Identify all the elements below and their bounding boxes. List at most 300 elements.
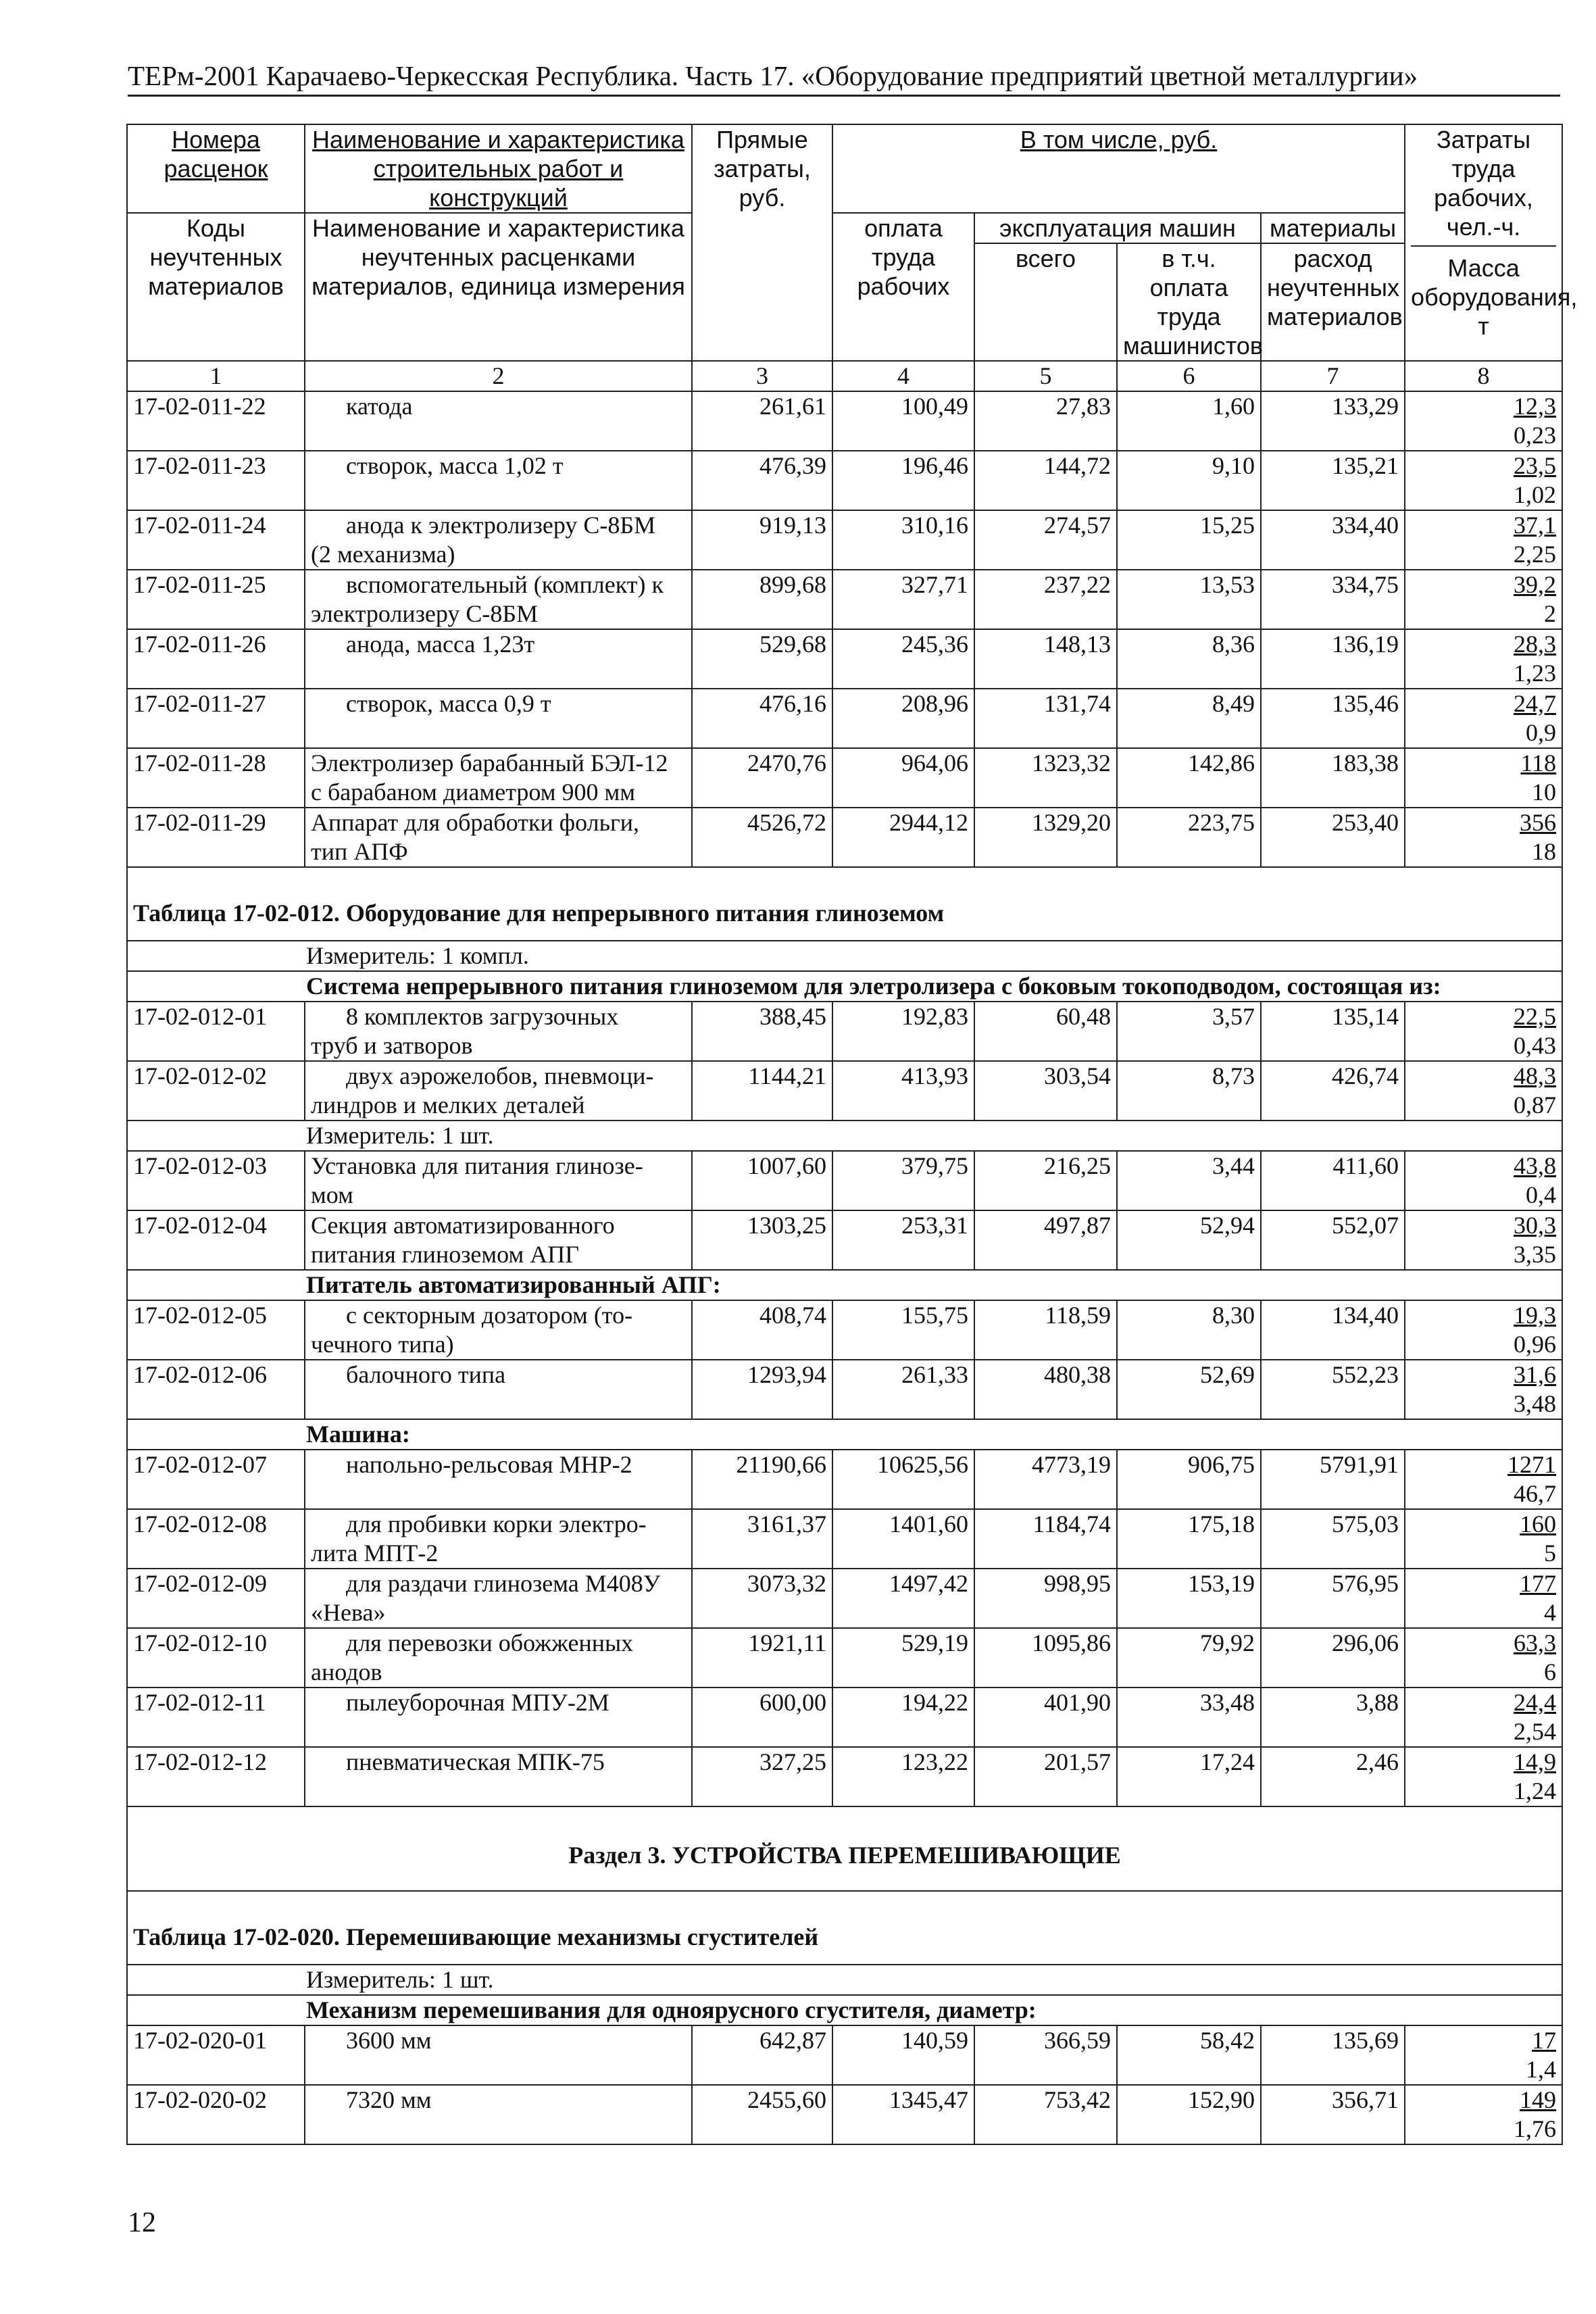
equipment-mass: 0,87: [1514, 1091, 1557, 1118]
machinists-pay: 8,49: [1117, 689, 1261, 748]
work-name-line: тип АПФ: [311, 838, 408, 865]
direct-costs: 4526,72: [692, 808, 832, 867]
work-name: [305, 451, 692, 510]
rate-code: 17-02-011-29: [127, 808, 305, 867]
direct-costs: 1007,60: [692, 1151, 832, 1210]
group-title: Питатель автоматизированный АПГ:: [127, 1270, 1562, 1300]
work-name-line: мом: [311, 1181, 353, 1208]
equipment-mass: 2,54: [1514, 1718, 1557, 1745]
workers-pay: 140,59: [832, 2025, 974, 2085]
workers-pay: 123,22: [832, 1747, 974, 1806]
table-row: [127, 808, 1562, 867]
workers-pay: 208,96: [832, 689, 974, 748]
table-row: [127, 1300, 1562, 1360]
labor-cost: 177: [1520, 1570, 1557, 1597]
workers-pay: 310,16: [832, 510, 974, 570]
meter-label: Измеритель: 1 шт.: [127, 1121, 1562, 1151]
materials-cost: 134,40: [1261, 1300, 1405, 1360]
machines-total: 131,74: [974, 689, 1117, 748]
rate-code: 17-02-012-08: [127, 1509, 305, 1569]
direct-costs: 2455,60: [692, 2085, 832, 2144]
table-row: [127, 1628, 1562, 1688]
header-machines-total: всего: [974, 243, 1117, 361]
materials-cost: 575,03: [1261, 1509, 1405, 1569]
meter-label-row: [127, 1965, 1562, 1995]
workers-pay: 413,93: [832, 1061, 974, 1121]
system-title: Система непрерывного питания глиноземом для элетролизера с боковым токоподводом, состоящая из:: [127, 971, 1562, 1002]
work-name-line: пневматическая МПК-75: [346, 1748, 605, 1775]
rate-code: 17-02-011-24: [127, 510, 305, 570]
labor-cost: 63,3: [1514, 1629, 1557, 1656]
direct-costs: 476,16: [692, 689, 832, 748]
rate-code: 17-02-011-25: [127, 570, 305, 629]
work-name: [305, 629, 692, 689]
rate-code: 17-02-011-28: [127, 748, 305, 808]
work-name: [305, 570, 692, 629]
workers-pay: 379,75: [832, 1151, 974, 1210]
equipment-mass: 1,24: [1514, 1777, 1557, 1804]
table-row: [127, 1360, 1562, 1419]
table-row: [127, 1210, 1562, 1270]
workers-pay: 964,06: [832, 748, 974, 808]
materials-cost: 135,14: [1261, 1002, 1405, 1061]
machinists-pay: 79,92: [1117, 1628, 1261, 1688]
labor-and-mass: [1405, 1569, 1562, 1628]
work-name: [305, 689, 692, 748]
workers-pay: 196,46: [832, 451, 974, 510]
machinists-pay: 15,25: [1117, 510, 1261, 570]
work-name: [305, 2085, 692, 2144]
equipment-mass: 5: [1544, 1540, 1557, 1567]
machinists-pay: 8,73: [1117, 1061, 1261, 1121]
direct-costs: 3161,37: [692, 1509, 832, 1569]
materials-cost: 356,71: [1261, 2085, 1405, 2144]
work-name-line: пылеуборочная МПУ-2М: [346, 1689, 609, 1716]
machinists-pay: 3,44: [1117, 1151, 1261, 1210]
header-labor: Затраты труда рабочих, чел.-ч.: [1411, 125, 1556, 247]
header-direct-costs: Прямые затраты, руб.: [692, 124, 832, 361]
materials-cost: 133,29: [1261, 391, 1405, 451]
machinists-pay: 58,42: [1117, 2025, 1261, 2085]
rate-code: 17-02-020-01: [127, 2025, 305, 2085]
machinists-pay: 9,10: [1117, 451, 1261, 510]
labor-and-mass: [1405, 1061, 1562, 1121]
workers-pay: 194,22: [832, 1688, 974, 1747]
workers-pay: 261,33: [832, 1360, 974, 1419]
direct-costs: 3073,32: [692, 1569, 832, 1628]
direct-costs: 21190,66: [692, 1450, 832, 1509]
header-name-works: Наименование и характеристика строительных работ и конструкций: [305, 124, 692, 213]
machinists-pay: 52,69: [1117, 1360, 1261, 1419]
materials-cost: 426,74: [1261, 1061, 1405, 1121]
work-name-line: лита МПТ-2: [311, 1540, 439, 1567]
machinists-pay: 8,36: [1117, 629, 1261, 689]
work-name-line: (2 механизма): [311, 541, 455, 568]
work-name-line: двух аэрожелобов, пневмоци-: [346, 1062, 654, 1089]
group-title: Механизм перемешивания для одноярусного сгустителя, диаметр:: [127, 1995, 1562, 2025]
machines-total: 216,25: [974, 1151, 1117, 1210]
workers-pay: 1401,60: [832, 1509, 974, 1569]
work-name: [305, 2025, 692, 2085]
machinists-pay: 52,94: [1117, 1210, 1261, 1270]
column-number: 8: [1405, 361, 1562, 391]
materials-cost: 576,95: [1261, 1569, 1405, 1628]
work-name: [305, 1360, 692, 1419]
rate-code: 17-02-012-10: [127, 1628, 305, 1688]
labor-cost: 43,8: [1514, 1152, 1557, 1179]
workers-pay: 10625,56: [832, 1450, 974, 1509]
work-name-line: «Нева»: [311, 1599, 386, 1626]
equipment-mass: 0,9: [1526, 719, 1557, 746]
direct-costs: 529,68: [692, 629, 832, 689]
rate-code: 17-02-012-11: [127, 1688, 305, 1747]
labor-and-mass: [1405, 1628, 1562, 1688]
materials-cost: 334,40: [1261, 510, 1405, 570]
header-materials: материалы: [1261, 213, 1405, 243]
materials-cost: 2,46: [1261, 1747, 1405, 1806]
direct-costs: 327,25: [692, 1747, 832, 1806]
rate-code: 17-02-012-01: [127, 1002, 305, 1061]
machines-total: 144,72: [974, 451, 1117, 510]
work-name-line: питания глиноземом АПГ: [311, 1241, 580, 1268]
labor-and-mass: [1405, 1360, 1562, 1419]
labor-cost: 160: [1520, 1510, 1557, 1537]
labor-cost: 39,2: [1514, 571, 1557, 598]
work-name: [305, 1300, 692, 1360]
machinists-pay: 223,75: [1117, 808, 1261, 867]
materials-cost: 5791,91: [1261, 1450, 1405, 1509]
rate-code: 17-02-012-05: [127, 1300, 305, 1360]
equipment-mass: 0,43: [1514, 1032, 1557, 1059]
header-name-materials: Наименование и характеристика неучтенных расценками материалов, единица измерения: [305, 213, 692, 361]
materials-cost: 334,75: [1261, 570, 1405, 629]
materials-cost: 3,88: [1261, 1688, 1405, 1747]
labor-cost: 356: [1520, 809, 1557, 836]
header-labor-mass: [1405, 124, 1578, 361]
work-name: [305, 391, 692, 451]
materials-cost: 552,23: [1261, 1360, 1405, 1419]
work-name: [305, 1747, 692, 1806]
work-name: [305, 1628, 692, 1688]
work-name-line: вспомогательный (комплект) к: [346, 571, 664, 598]
work-name-line: 3600 мм: [346, 2027, 432, 2054]
table-row: [127, 2085, 1562, 2144]
table-header-row-2: [127, 213, 1562, 243]
materials-cost: 135,21: [1261, 451, 1405, 510]
direct-costs: 600,00: [692, 1688, 832, 1747]
rate-code: 17-02-011-23: [127, 451, 305, 510]
machines-total: 237,22: [974, 570, 1117, 629]
machines-total: 998,95: [974, 1569, 1117, 1628]
workers-pay: 2944,12: [832, 808, 974, 867]
machines-total: 497,87: [974, 1210, 1117, 1270]
header-incl: В том числе, руб.: [832, 124, 1405, 213]
header-workers-pay: оплата труда рабочих: [832, 213, 974, 361]
labor-cost: 19,3: [1514, 1302, 1557, 1329]
header-rate-numbers: Номера расценок: [127, 124, 305, 213]
rate-code: 17-02-012-02: [127, 1061, 305, 1121]
labor-cost: 31,6: [1514, 1361, 1557, 1388]
page-header: ТЕРм-2001 Карачаево-Черкесская Республика. Часть 17. «Оборудование предприятий цветной металлургии»: [128, 59, 1560, 97]
labor-and-mass: [1405, 689, 1562, 748]
work-name-line: Электролизер барабанный БЭЛ-12: [311, 749, 668, 777]
direct-costs: 919,13: [692, 510, 832, 570]
machinists-pay: 1,60: [1117, 391, 1261, 451]
direct-costs: 1921,11: [692, 1628, 832, 1688]
workers-pay: 1497,42: [832, 1569, 974, 1628]
column-number: 6: [1117, 361, 1261, 391]
labor-cost: 28,3: [1514, 631, 1557, 658]
work-name-line: напольно-рельсовая МНР-2: [346, 1451, 632, 1478]
labor-and-mass: [1405, 1688, 1562, 1747]
labor-cost: 149: [1520, 2086, 1557, 2113]
section-title-row: [127, 1806, 1562, 1891]
equipment-mass: 3,48: [1514, 1390, 1557, 1417]
machines-total: 753,42: [974, 2085, 1117, 2144]
direct-costs: 2470,76: [692, 748, 832, 808]
equipment-mass: 6: [1544, 1658, 1557, 1685]
work-name-line: балочного типа: [346, 1361, 506, 1388]
equipment-mass: 1,76: [1514, 2115, 1557, 2142]
workers-pay: 155,75: [832, 1300, 974, 1360]
work-name-line: с барабаном диаметром 900 мм: [311, 779, 636, 806]
work-name: [305, 1151, 692, 1210]
work-name: [305, 1061, 692, 1121]
direct-costs: 1144,21: [692, 1061, 832, 1121]
work-name-line: Секция автоматизированного: [311, 1212, 615, 1239]
group-title-row: [127, 1995, 1562, 2025]
work-name-line: Аппарат для обработки фольги,: [311, 809, 640, 836]
table-title-row: [127, 1891, 1562, 1965]
equipment-mass: 3,35: [1514, 1241, 1557, 1268]
table-row: [127, 1509, 1562, 1569]
labor-and-mass: [1405, 451, 1562, 510]
direct-costs: 899,68: [692, 570, 832, 629]
direct-costs: 1293,94: [692, 1360, 832, 1419]
column-number: 7: [1261, 361, 1405, 391]
work-name-line: катода: [346, 393, 413, 420]
table-header-row-1: [127, 124, 1562, 213]
machinists-pay: 33,48: [1117, 1688, 1261, 1747]
machines-total: 1323,32: [974, 748, 1117, 808]
work-name: [305, 748, 692, 808]
work-name-line: чечного типа): [311, 1331, 454, 1358]
materials-cost: 253,40: [1261, 808, 1405, 867]
table-row: [127, 1061, 1562, 1121]
workers-pay: 327,71: [832, 570, 974, 629]
equipment-mass: 46,7: [1514, 1480, 1557, 1507]
table-row: [127, 1569, 1562, 1628]
labor-cost: 24,4: [1514, 1689, 1557, 1716]
labor-and-mass: [1405, 1210, 1562, 1270]
table-row: [127, 2025, 1562, 2085]
workers-pay: 253,31: [832, 1210, 974, 1270]
machines-total: 118,59: [974, 1300, 1117, 1360]
table-row: [127, 689, 1562, 748]
machines-total: 366,59: [974, 2025, 1117, 2085]
header-materials-cost: расход неучтенных материалов: [1261, 243, 1405, 361]
column-number: 5: [974, 361, 1117, 391]
machinists-pay: 8,30: [1117, 1300, 1261, 1360]
labor-cost: 24,7: [1514, 690, 1557, 717]
work-name-line: с секторным дозатором (то-: [346, 1302, 633, 1329]
rate-code: 17-02-020-02: [127, 2085, 305, 2144]
rates-table-body: [127, 124, 1578, 2144]
machinists-pay: 153,19: [1117, 1569, 1261, 1628]
work-name: [305, 808, 692, 867]
machinists-pay: 152,90: [1117, 2085, 1261, 2144]
labor-cost: 14,9: [1514, 1748, 1557, 1775]
rate-code: 17-02-012-12: [127, 1747, 305, 1806]
direct-costs: 1303,25: [692, 1210, 832, 1270]
direct-costs: 476,39: [692, 451, 832, 510]
machines-total: 148,13: [974, 629, 1117, 689]
group-title: Машина:: [127, 1419, 1562, 1450]
column-number: 2: [305, 361, 692, 391]
column-number: 3: [692, 361, 832, 391]
equipment-mass: 4: [1544, 1599, 1557, 1626]
work-name-line: труб и затворов: [311, 1032, 473, 1059]
labor-cost: 22,5: [1514, 1003, 1557, 1030]
machinists-pay: 13,53: [1117, 570, 1261, 629]
rates-table: [126, 124, 1578, 2145]
labor-and-mass: [1405, 2085, 1562, 2144]
machines-total: 480,38: [974, 1360, 1117, 1419]
labor-and-mass: [1405, 391, 1562, 451]
equipment-mass: 2,25: [1514, 541, 1557, 568]
rate-code: 17-02-012-09: [127, 1569, 305, 1628]
equipment-mass: 10: [1532, 779, 1557, 806]
table-row: [127, 1450, 1562, 1509]
machinists-pay: 142,86: [1117, 748, 1261, 808]
machines-total: 274,57: [974, 510, 1117, 570]
materials-cost: 136,19: [1261, 629, 1405, 689]
rate-code: 17-02-012-06: [127, 1360, 305, 1419]
machinists-pay: 17,24: [1117, 1747, 1261, 1806]
labor-and-mass: [1405, 2025, 1562, 2085]
work-name-line: для раздачи глинозема М408У: [346, 1570, 661, 1597]
workers-pay: 100,49: [832, 391, 974, 451]
work-name-line: анода к электролизеру С-8БМ: [346, 512, 656, 539]
rate-code: 17-02-012-03: [127, 1151, 305, 1210]
table-row: [127, 1688, 1562, 1747]
work-name-line: 7320 мм: [346, 2086, 432, 2113]
table-row: [127, 1151, 1562, 1210]
work-name: [305, 1688, 692, 1747]
table-title-row: [127, 867, 1562, 941]
labor-cost: 30,3: [1514, 1212, 1557, 1239]
machines-total: 401,90: [974, 1688, 1117, 1747]
labor-and-mass: [1405, 629, 1562, 689]
column-number: 4: [832, 361, 974, 391]
work-name: [305, 1450, 692, 1509]
equipment-mass: 1,02: [1514, 481, 1557, 508]
equipment-mass: 1,23: [1514, 660, 1557, 687]
direct-costs: 642,87: [692, 2025, 832, 2085]
labor-and-mass: [1405, 1151, 1562, 1210]
direct-costs: 408,74: [692, 1300, 832, 1360]
section-title: Раздел 3. УСТРОЙСТВА ПЕРЕМЕШИВАЮЩИЕ: [127, 1806, 1562, 1891]
machines-total: 60,48: [974, 1002, 1117, 1061]
work-name: [305, 1509, 692, 1569]
machines-total: 303,54: [974, 1061, 1117, 1121]
materials-cost: 296,06: [1261, 1628, 1405, 1688]
machines-total: 27,83: [974, 391, 1117, 451]
table-row: [127, 451, 1562, 510]
equipment-mass: 2: [1544, 600, 1557, 627]
work-name-line: створок, масса 1,02 т: [346, 452, 564, 479]
rate-code: 17-02-011-26: [127, 629, 305, 689]
rate-code: 17-02-012-07: [127, 1450, 305, 1509]
materials-cost: 135,69: [1261, 2025, 1405, 2085]
group-title-row: [127, 1419, 1562, 1450]
work-name-line: для пробивки корки электро-: [346, 1510, 647, 1537]
column-number: 1: [127, 361, 305, 391]
system-title-row: [127, 971, 1562, 1002]
page-number: 12: [128, 2207, 156, 2238]
labor-cost: 17: [1532, 2027, 1557, 2054]
machines-total: 1095,86: [974, 1628, 1117, 1688]
group-title-row: [127, 1270, 1562, 1300]
work-name: [305, 1569, 692, 1628]
labor-cost: 12,3: [1514, 393, 1557, 420]
machinists-pay: 3,57: [1117, 1002, 1261, 1061]
direct-costs: 261,61: [692, 391, 832, 451]
labor-and-mass: [1405, 1450, 1562, 1509]
table-row: [127, 748, 1562, 808]
header-equip-mass: Масса оборудования, т: [1411, 254, 1578, 340]
materials-cost: 183,38: [1261, 748, 1405, 808]
materials-cost: 552,07: [1261, 1210, 1405, 1270]
work-name: [305, 1210, 692, 1270]
machines-total: 201,57: [974, 1747, 1117, 1806]
workers-pay: 245,36: [832, 629, 974, 689]
labor-cost: 48,3: [1514, 1062, 1557, 1089]
rate-code: 17-02-012-04: [127, 1210, 305, 1270]
table-row: [127, 391, 1562, 451]
labor-and-mass: [1405, 1747, 1562, 1806]
materials-cost: 411,60: [1261, 1151, 1405, 1210]
work-name: [305, 510, 692, 570]
machines-total: 1184,74: [974, 1509, 1117, 1569]
labor-cost: 23,5: [1514, 452, 1557, 479]
meter-label: Измеритель: 1 шт.: [127, 1965, 1562, 1995]
machinists-pay: 906,75: [1117, 1450, 1261, 1509]
rate-code: 17-02-011-22: [127, 391, 305, 451]
work-name-line: анодов: [311, 1658, 382, 1685]
header-codes: Коды неучтенных материалов: [127, 213, 305, 361]
labor-and-mass: [1405, 1002, 1562, 1061]
rate-code: 17-02-011-27: [127, 689, 305, 748]
labor-and-mass: [1405, 570, 1562, 629]
labor-and-mass: [1405, 1300, 1562, 1360]
table-row: [127, 1002, 1562, 1061]
direct-costs: 388,45: [692, 1002, 832, 1061]
meter-label-row: [127, 941, 1562, 971]
work-name: [305, 1002, 692, 1061]
header-machinists-pay: в т.ч. оплата труда машинистов: [1117, 243, 1261, 361]
labor-and-mass: [1405, 748, 1562, 808]
machines-total: 1329,20: [974, 808, 1117, 867]
workers-pay: 192,83: [832, 1002, 974, 1061]
labor-cost: 118: [1520, 749, 1557, 777]
work-name-line: Установка для питания глинозе-: [311, 1152, 643, 1179]
work-name-line: створок, масса 0,9 т: [346, 690, 551, 717]
equipment-mass: 0,4: [1526, 1181, 1557, 1208]
table-title: Таблица 17-02-012. Оборудование для непрерывного питания глиноземом: [127, 867, 1562, 941]
materials-cost: 135,46: [1261, 689, 1405, 748]
labor-and-mass: [1405, 510, 1562, 570]
